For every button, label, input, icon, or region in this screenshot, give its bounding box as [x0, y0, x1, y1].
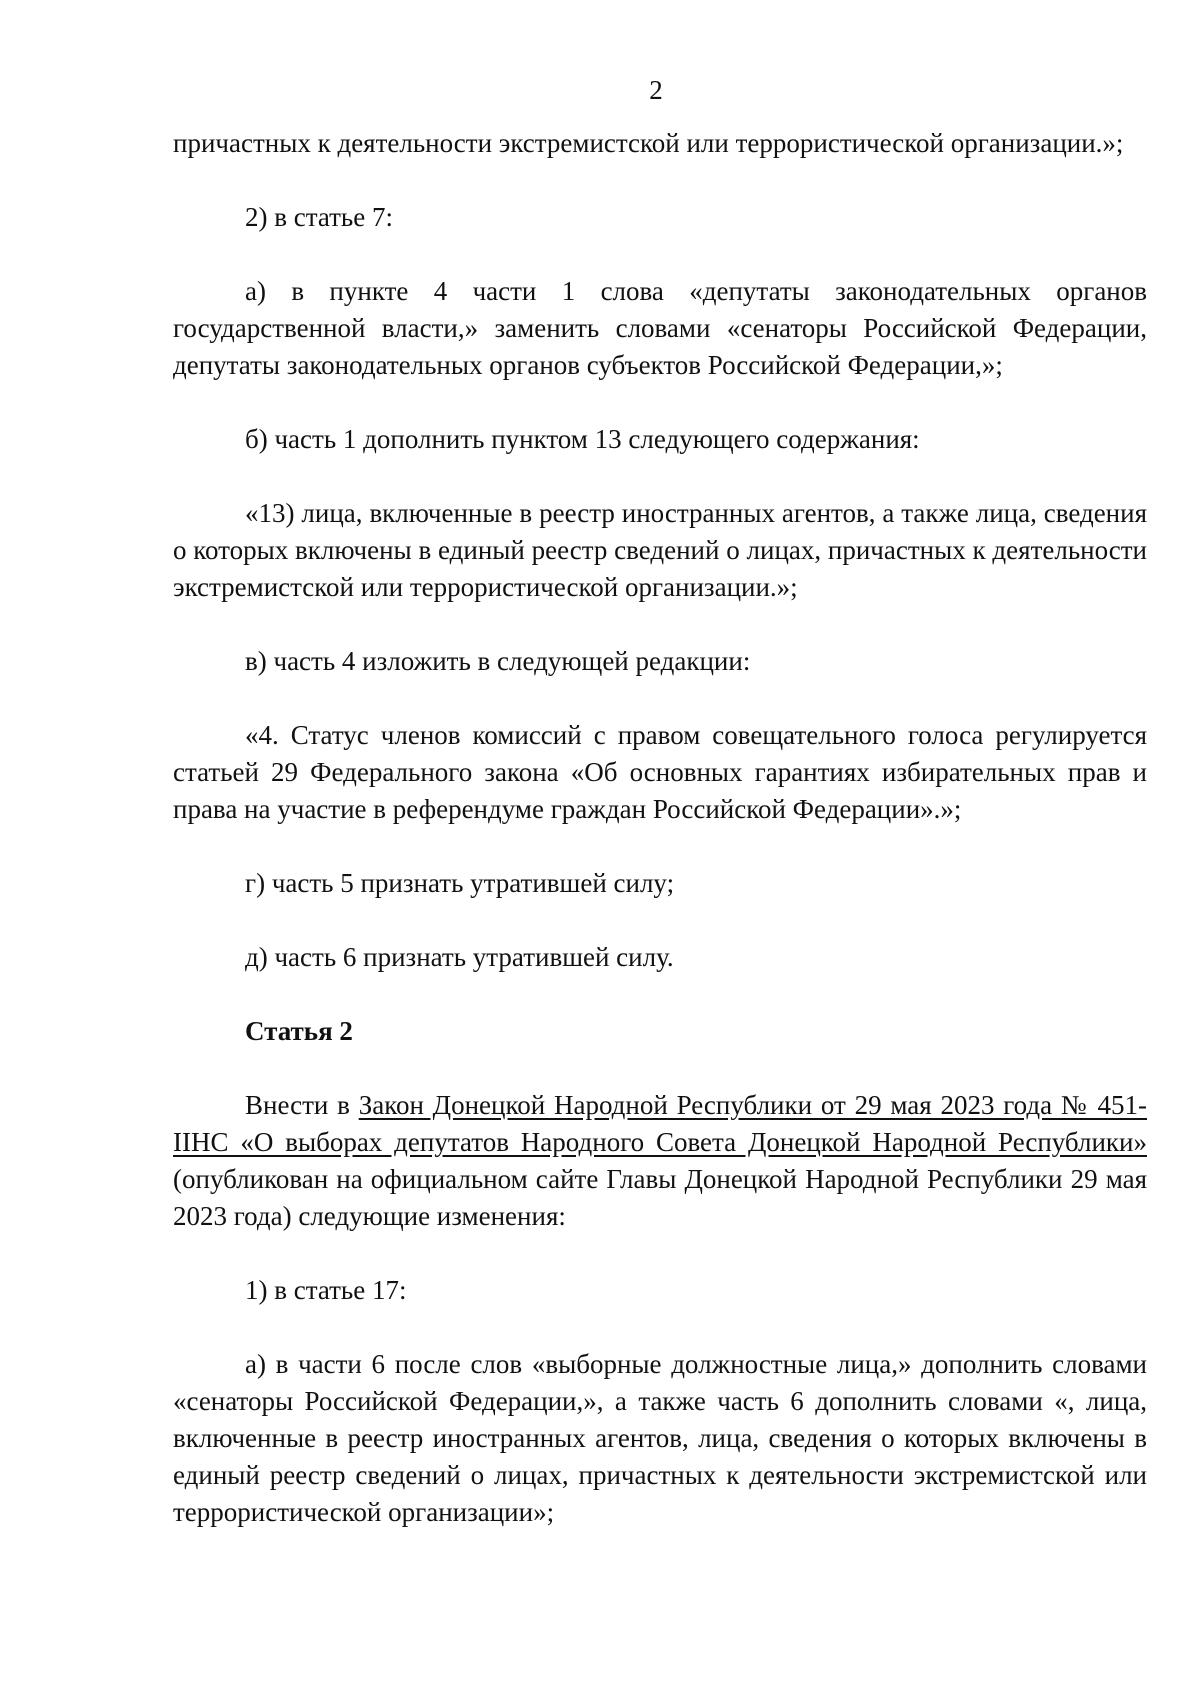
paragraph-amendment-intro — [173, 1087, 1147, 1235]
paragraph-subitem-v: в) часть 4 изложить в следующей редакции: — [245, 646, 751, 676]
law-reference-link[interactable]: Закон Донецкой Народной Республики от 29 мая 2023 года № 451-IIНС «О выборах депутатов Народного Совета Донецкой Народной Республики» — [173, 1090, 1147, 1157]
amendment-intro-prefix: Внести в — [245, 1090, 359, 1120]
paragraph-item-1: 1) в статье 17: — [245, 1275, 407, 1305]
paragraph-subitem-g: г) часть 5 признать утратившей силу; — [245, 868, 675, 898]
paragraph-subitem-d: д) часть 6 признать утратившей силу. — [245, 942, 674, 972]
article-heading: Статья 2 — [245, 1016, 353, 1046]
document-body — [173, 125, 1147, 1568]
paragraph-subitem-a-2: а) в части 6 после слов «выборные должностные лица,» дополнить словами «сенаторы Российской Федерации,», а также часть 6 дополнить словами «, лица, включенные в реестр иностранных агентов, лица, сведения о которых включены в единый реестр сведений о лицах, причастных к деятельности экстремистской или террористической организации»; — [173, 1349, 1147, 1527]
paragraph-continuation: причастных к деятельности экстремистской или террористической организации.»; — [173, 128, 1124, 158]
paragraph-subitem-b: б) часть 1 дополнить пунктом 13 следующего содержания: — [245, 424, 920, 454]
amendment-intro-suffix: (опубликован на официальном сайте Главы Донецкой Народной Республики 29 мая 2023 года) следующие изменения: — [173, 1164, 1147, 1231]
page-number: 2 — [649, 75, 663, 105]
paragraph-item-2: 2) в статье 7: — [245, 202, 393, 232]
paragraph-subitem-a: а) в пункте 4 части 1 слова «депутаты законодательных органов государственной власти,» заменить словами «сенаторы Российской Федерации, депутаты законодательных органов субъектов Российской Федерации,»; — [173, 276, 1147, 380]
paragraph-quote-4: «4. Статус членов комиссий с правом совещательного голоса регулируется статьей 29 Федерального закона «Об основных гарантиях избирательных прав и права на участие в референдуме граждан Российской Федерации».»; — [173, 720, 1147, 824]
paragraph-quote-13: «13) лица, включенные в реестр иностранных агентов, а также лица, сведения о которых включены в единый реестр сведений о лицах, причастных к деятельности экстремистской или террористической организации.»; — [173, 498, 1147, 602]
